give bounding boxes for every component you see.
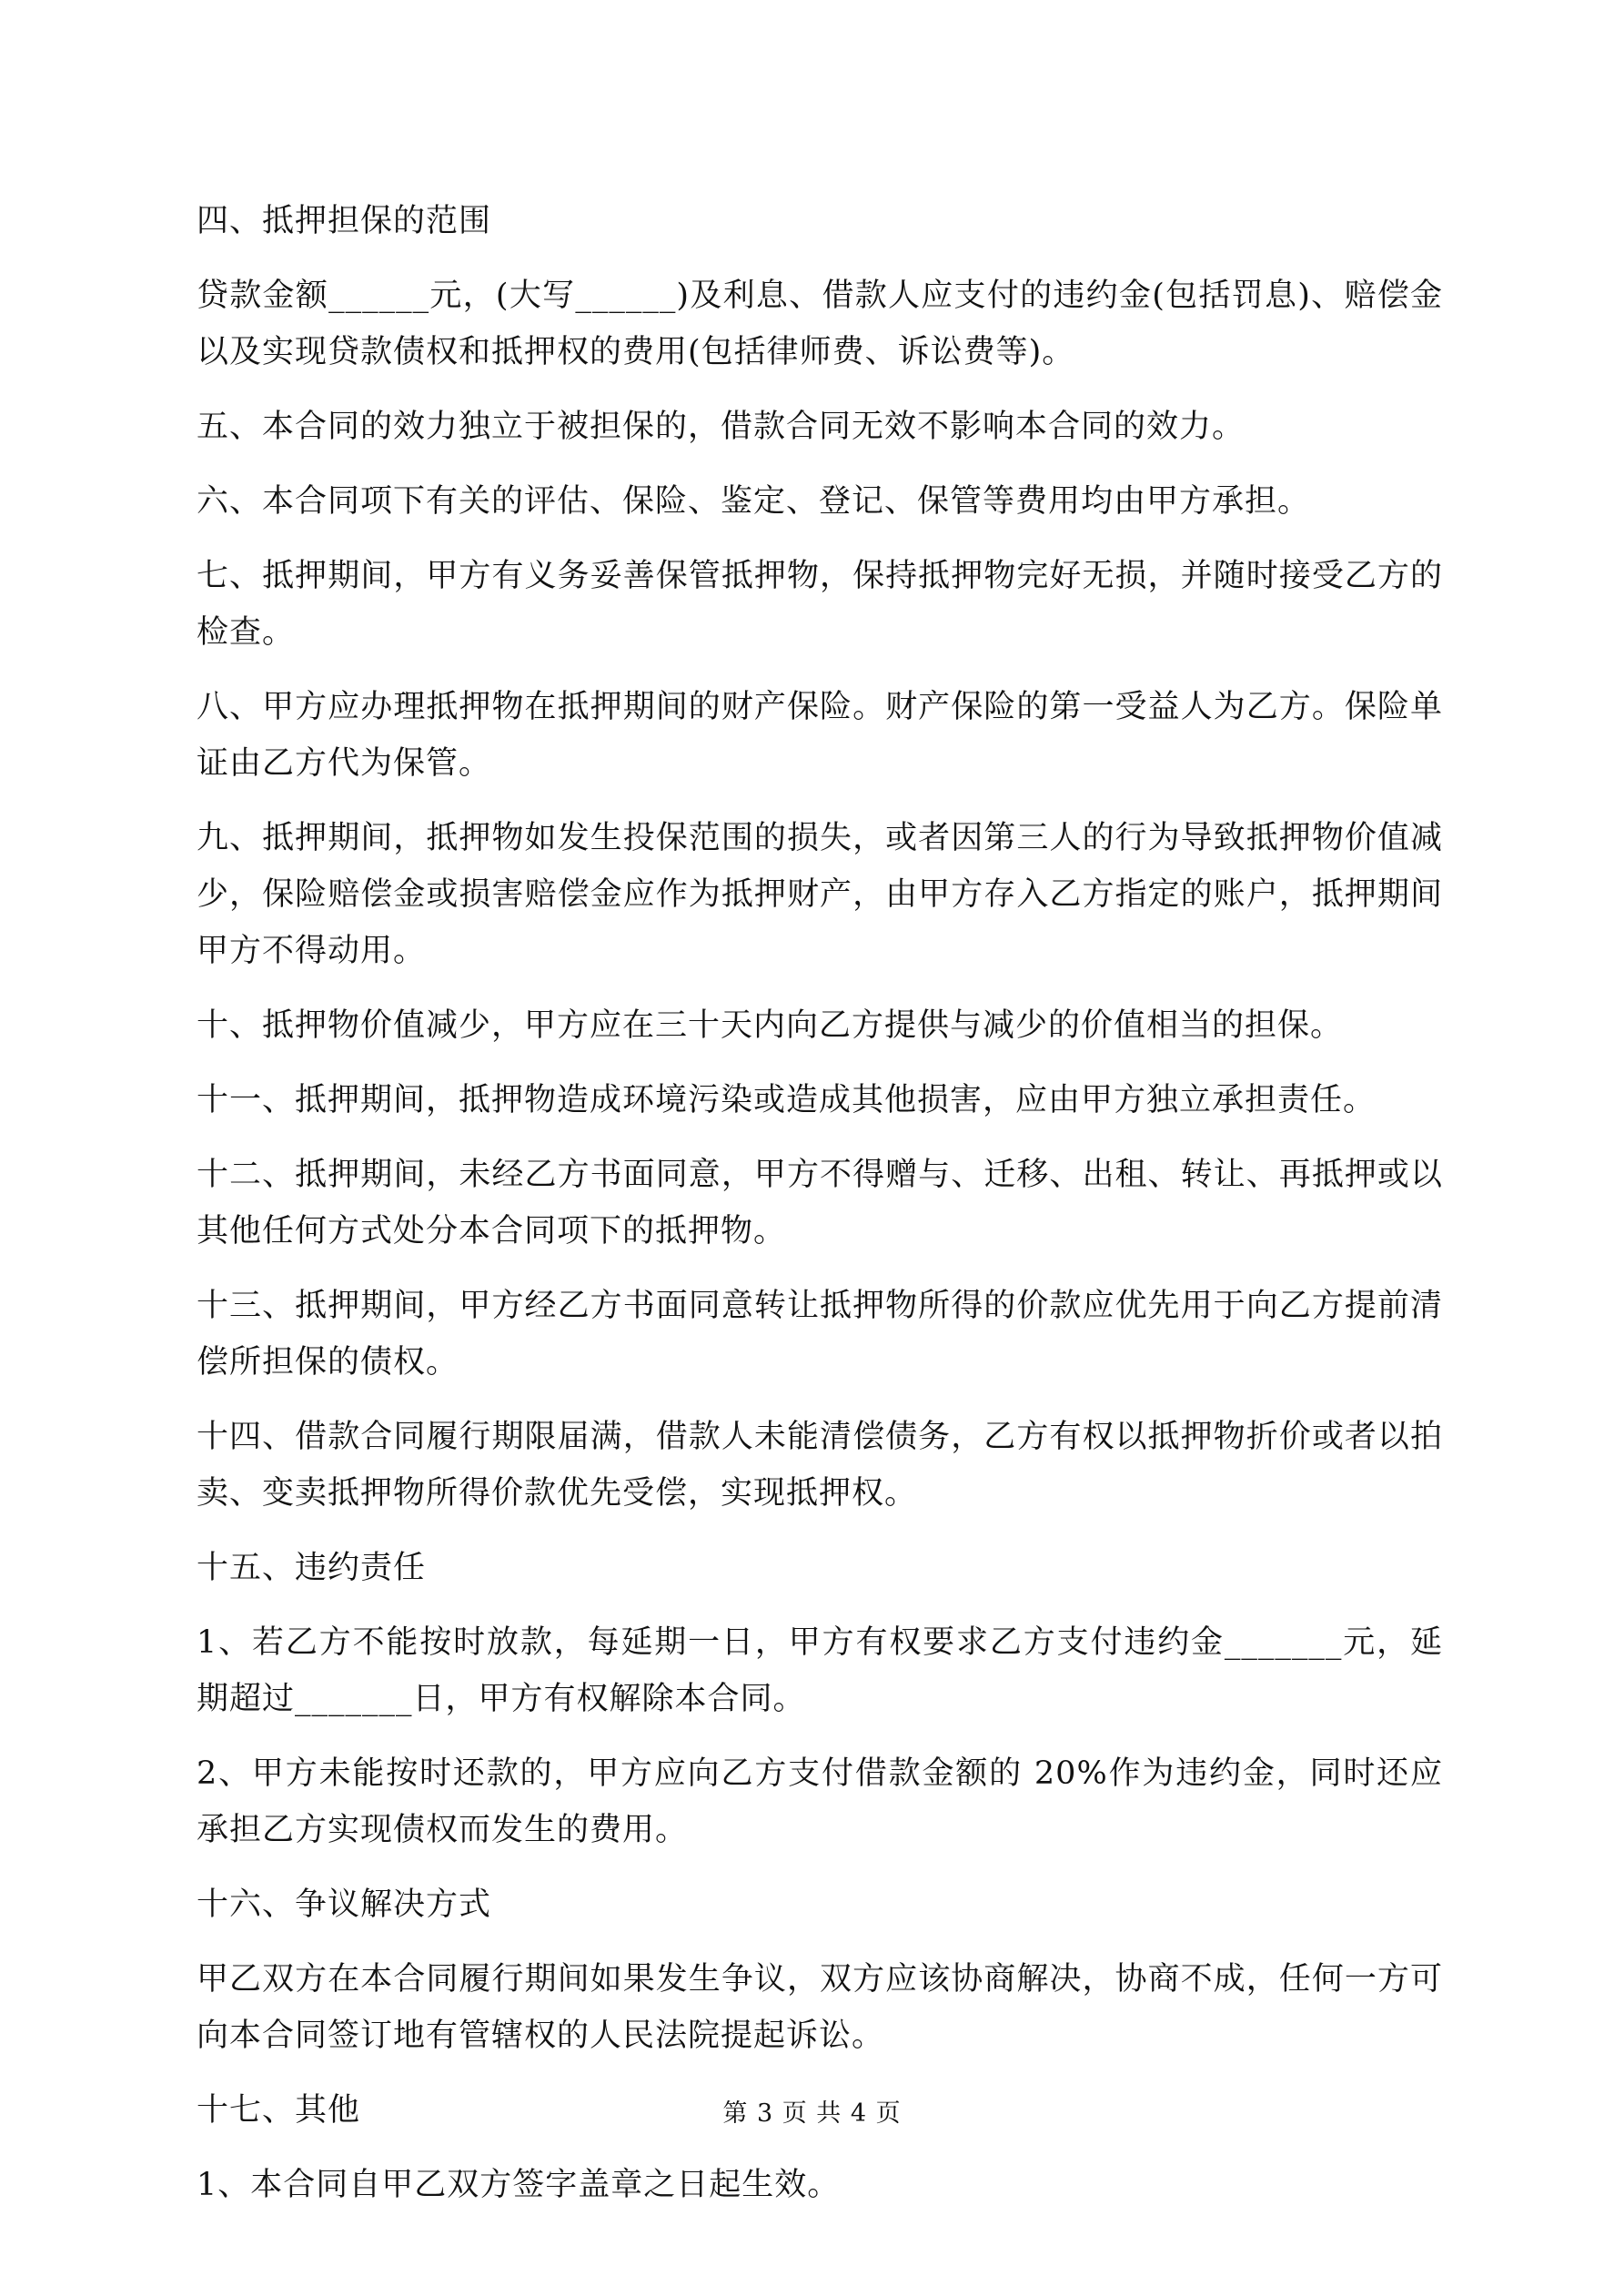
paragraph-guarantee-scope: 贷款金额______元，(大写______)及利息、借款人应支付的违约金(包括罚息)、赔偿金以及实现贷款债权和抵押权的费用(包括律师费、诉讼费等)。 [197,278,1443,370]
section-heading-15: 十五、违约责任 [197,1550,427,1586]
paragraph-clause-11: 十一、抵押期间，抵押物造成环境污染或造成其他损害，应由甲方独立承担责任。 [197,1082,1377,1118]
paragraph-clause-9: 九、抵押期间，抵押物如发生投保范围的损失，或者因第三人的行为导致抵押物价值减少，保险赔偿金或损害赔偿金应作为抵押财产，由甲方存入乙方指定的账户，抵押期间甲方不得动用。 [197,820,1443,969]
paragraph-breach-1: 1、若乙方不能按时放款，每延期一日，甲方有权要求乙方支付违约金_______元，延期超过_______日，甲方有权解除本合同。 [197,1624,1443,1717]
page-number-footer: 第 3 页 共 4 页 [722,2099,902,2128]
paragraph-clause-8: 八、甲方应办理抵押物在抵押期间的财产保险。财产保险的第一受益人为乙方。保险单证由乙方代为保管。 [197,689,1443,782]
paragraph-breach-2: 2、甲方未能按时还款的，甲方应向乙方支付借款金额的 20%作为违约金，同时还应承担乙方实现债权而发生的费用。 [197,1755,1443,1848]
paragraph-clause-13: 十三、抵押期间，甲方经乙方书面同意转让抵押物所得的价款应优先用于向乙方提前清偿所担保的债权。 [197,1288,1443,1381]
section-heading-16: 十六、争议解决方式 [197,1886,492,1923]
paragraph-clause-14: 十四、借款合同履行期限届满，借款人未能清偿债务，乙方有权以抵押物折价或者以拍卖、变卖抵押物所得价款优先受偿，实现抵押权。 [197,1419,1443,1512]
paragraph-dispute: 甲乙双方在本合同履行期间如果发生争议，双方应该协商解决，协商不成，任何一方可向本合同签订地有管辖权的人民法院提起诉讼。 [197,1961,1443,2054]
paragraph-clause-5: 五、本合同的效力独立于被担保的，借款合同无效不影响本合同的效力。 [197,409,1246,445]
paragraph-clause-6: 六、本合同项下有关的评估、保险、鉴定、登记、保管等费用均由甲方承担。 [197,483,1311,520]
section-heading-17: 十七、其他 [197,2092,361,2129]
section-heading-4: 四、抵押担保的范围 [197,203,492,239]
paragraph-clause-7: 七、抵押期间，甲方有义务妥善保管抵押物，保持抵押物完好无损，并随时接受乙方的检查。 [197,558,1443,651]
document-body [197,193,1443,2231]
paragraph-clause-10: 十、抵押物价值减少，甲方应在三十天内向乙方提供与减少的价值相当的担保。 [197,1007,1344,1044]
paragraph-other-1: 1、本合同自甲乙双方签字盖章之日起生效。 [197,2167,841,2203]
paragraph-clause-12: 十二、抵押期间，未经乙方书面同意，甲方不得赠与、迁移、出租、转让、再抵押或以其他任何方式处分本合同项下的抵押物。 [197,1157,1443,1249]
